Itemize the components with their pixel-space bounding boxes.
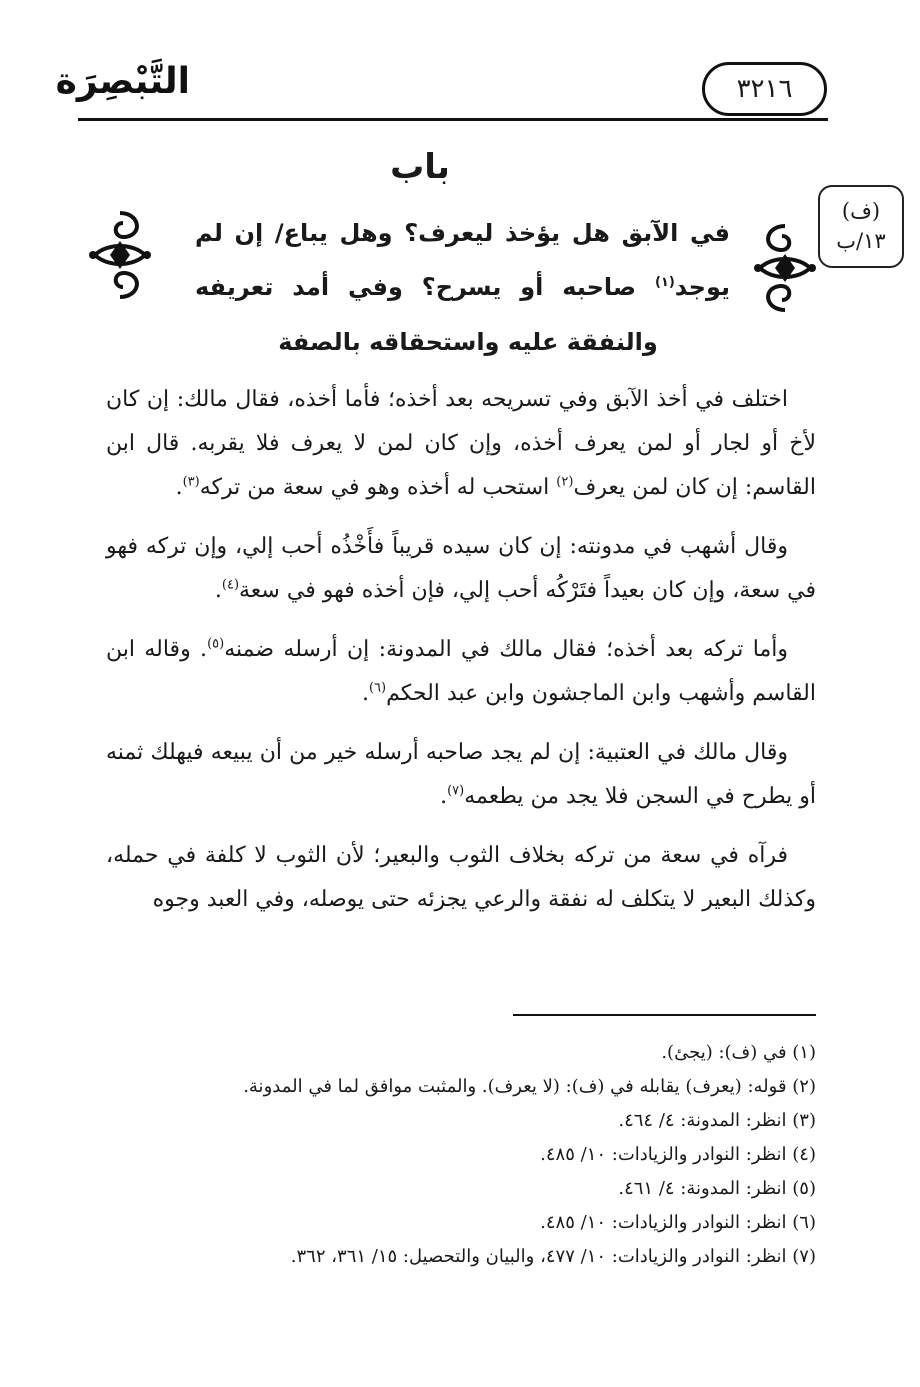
- paragraph-text: .: [361, 681, 369, 706]
- paragraph-text: وأما تركه بعد أخذه؛ فقال مالك في المدونة: إن أرسله ضمنه: [224, 637, 788, 662]
- footnote-ref: (٦): [368, 680, 387, 696]
- paragraph: [106, 378, 816, 510]
- footnote: (١) في (ف): (يجئ).: [661, 1042, 816, 1063]
- page-number: ٣٢١٦: [702, 62, 827, 116]
- paragraph-text: .: [175, 475, 183, 500]
- paragraph-text: اختلف في أخذ الآبق وفي تسريحه بعد أخذه؛ فأما أخذه، فقال مالك: إن كان لأخ أو لجار أو لمن يعرف أخذه، وإن كان لمن لا يعرف فلا يقربه. قال ابن القاسم: إن كان لمن يعرف: [106, 387, 816, 500]
- floral-ornament-icon: [750, 218, 820, 318]
- paragraph-text: وقال أشهب في مدونته: إن كان سيده قريباً فأَخْذُه أحب إلي، وإن تركه فهو في سعة، وإن كان بعيداً فتَرْكُه أحب إلي، فإن أخذه فهو في سعة: [106, 534, 816, 603]
- footnote-ref: (٤): [221, 577, 240, 593]
- chapter-title-line: والنفقة عليه واستحقاقه بالصفة: [278, 328, 658, 356]
- footnote: (٦) انظر: النوادر والزيادات: ١٠/ ٤٨٥.: [540, 1212, 816, 1233]
- footnote-ref: (٢): [556, 474, 574, 490]
- footnote: (٣) انظر: المدونة: ٤/ ٤٦٤.: [618, 1110, 816, 1131]
- footnote-ref: (٧): [447, 783, 465, 799]
- body-text: [106, 378, 816, 922]
- paragraph-text: استحب له أخذه وهو في سعة من تركه: [199, 475, 557, 500]
- chapter-title-line: [195, 267, 730, 307]
- footnote-ref: (٣): [182, 474, 200, 490]
- paragraph-text: .: [214, 578, 222, 603]
- ms-marker-folio: ١٣/ب: [836, 229, 886, 253]
- paragraph: فرآه في سعة من تركه بخلاف الثوب والبعير؛ لأن الثوب لا كلفة في حمله، وكذلك البعير لا يتكلف له نفقة والرعي يجزئه حتى يوصله، وفي العبد وجوه: [106, 843, 816, 912]
- footnotes: [76, 1038, 816, 1276]
- paragraph: [106, 628, 816, 716]
- paragraph-text: .: [440, 784, 448, 809]
- manuscript-folio-marker: [818, 185, 904, 268]
- floral-ornament-icon: [85, 205, 155, 305]
- paragraph-text: . وقاله ابن القاسم وأشهب وابن الماجشون وابن عبد الحكم: [106, 637, 816, 706]
- ms-marker-siglum: (ف): [841, 199, 881, 223]
- heading-text: صاحبه أو يسرح؟ وفي أمد تعريفه: [195, 273, 655, 301]
- footnote-separator: [513, 1014, 816, 1016]
- footnote: (٥) انظر: المدونة: ٤/ ٤٦١.: [618, 1178, 816, 1199]
- paragraph-text: وقال مالك في العتبية: إن لم يجد صاحبه أرسله خير من أن يبيعه فيهلك ثمنه أو يطرح في السجن فلا يجد من يطعمه: [106, 740, 816, 809]
- footnote: (٤) انظر: النوادر والزيادات: ١٠/ ٤٨٥.: [540, 1144, 816, 1165]
- chapter-title-line: في الآبق هل يؤخذ ليعرف؟ وهل يباع/ إن لم: [195, 219, 730, 247]
- paragraph: [106, 731, 816, 819]
- book-title: التَّبْصِرَة: [55, 61, 190, 102]
- footnote: (٧) انظر: النوادر والزيادات: ١٠/ ٤٧٧، والبيان والتحصيل: ١٥/ ٣٦١، ٣٦٢.: [290, 1246, 816, 1267]
- paragraph: [106, 525, 816, 613]
- header-rule: [78, 118, 828, 121]
- footnote-ref: (١): [654, 275, 675, 290]
- chapter-label: باب: [390, 147, 450, 187]
- heading-text: يوجد: [674, 273, 730, 301]
- footnote: (٢) قوله: (يعرف) يقابله في (ف): (لا يعرف). والمثبت موافق لما في المدونة.: [243, 1076, 816, 1097]
- footnote-ref: (٥): [207, 636, 225, 652]
